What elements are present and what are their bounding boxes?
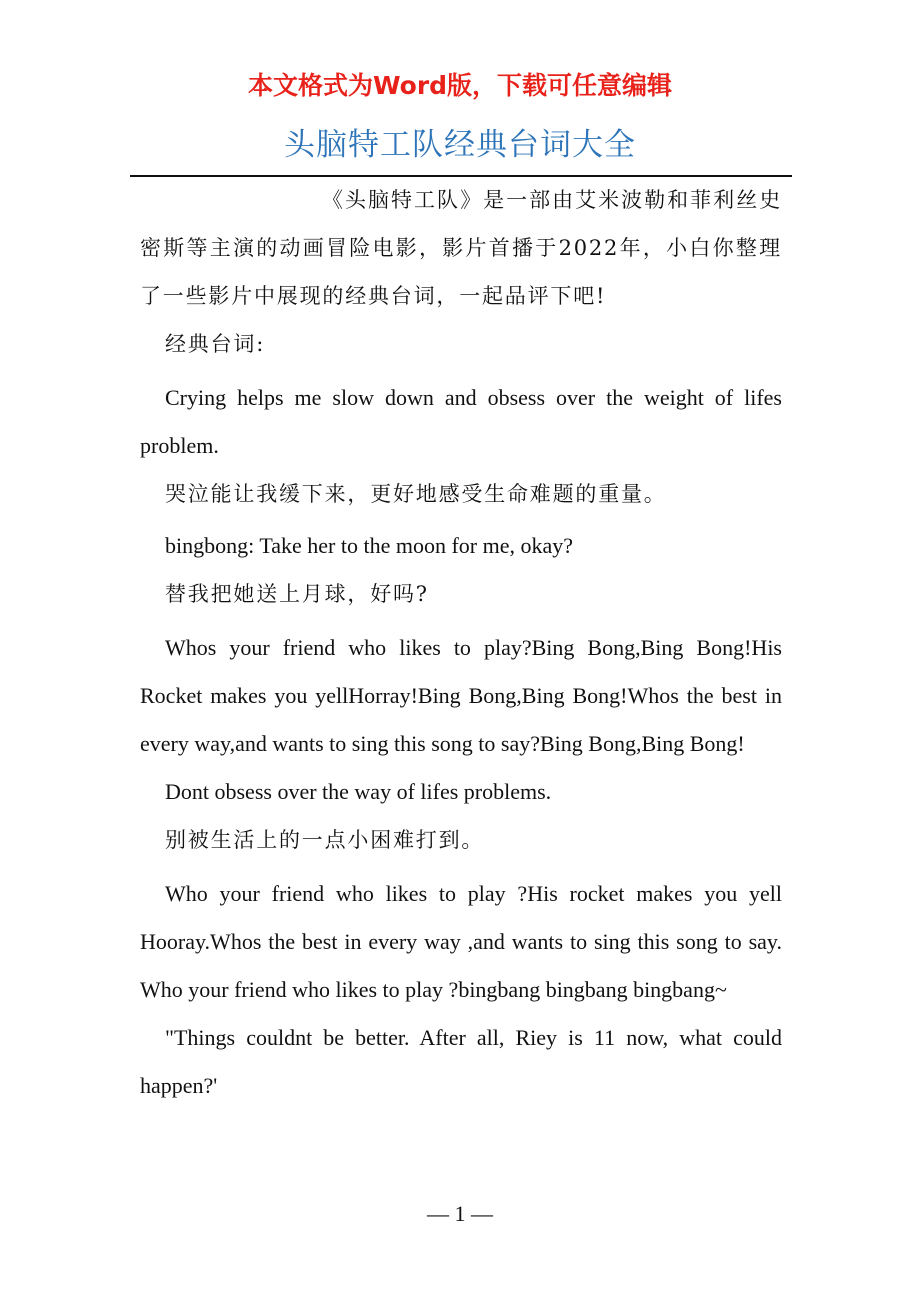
intro-paragraph: 《头脑特工队》是一部由艾米波勒和菲利丝史密斯等主演的动画冒险电影，影片首播于2022年，小白你整理了一些影片中展现的经典台词，一起品评下吧! — [140, 188, 782, 308]
document-body — [140, 176, 782, 1110]
download-banner: 本文格式为Word版，下载可任意编辑 — [247, 71, 673, 100]
page-number: — 1 — — [427, 1201, 493, 1226]
quote-line-4-cn: 别被生活上的一点小困难打到。 — [165, 828, 485, 852]
quote-line-4-en: Dont obsess over the way of lifes problems. — [165, 779, 552, 804]
quote-line-3-en: Whos your friend who likes to play?Bing Bong,Bing Bong!His Rocket makes you yellHorray!Bing Bong,Bing Bong!Whos the best in every way,and wants to sing this song to say?Bing Bong,Bing Bong! — [140, 635, 782, 756]
quote-line-2-cn: 替我把她送上月球，好吗? — [165, 582, 429, 606]
quote-line-1-cn: 哭泣能让我缓下来，更好地感受生命难题的重量。 — [165, 482, 667, 506]
quote-line-5-en: Who your friend who likes to play ?His rocket makes you yell Hooray.Whos the best in every way ,and wants to sing this song to say. Who your friend who likes to play ?bingbang bingbang bingbang~ — [140, 881, 782, 1002]
section-label: 经典台词: — [165, 332, 266, 356]
quote-line-2-en: bingbong: Take her to the moon for me, okay? — [165, 533, 574, 558]
quote-line-6-en: "Things couldnt be better. After all, Riey is 11 now, what could happen?' — [140, 1025, 782, 1098]
document-title: 头脑特工队经典台词大全 — [284, 127, 636, 163]
quote-line-1-en: Crying helps me slow down and obsess over the weight of lifes problem. — [140, 385, 782, 458]
